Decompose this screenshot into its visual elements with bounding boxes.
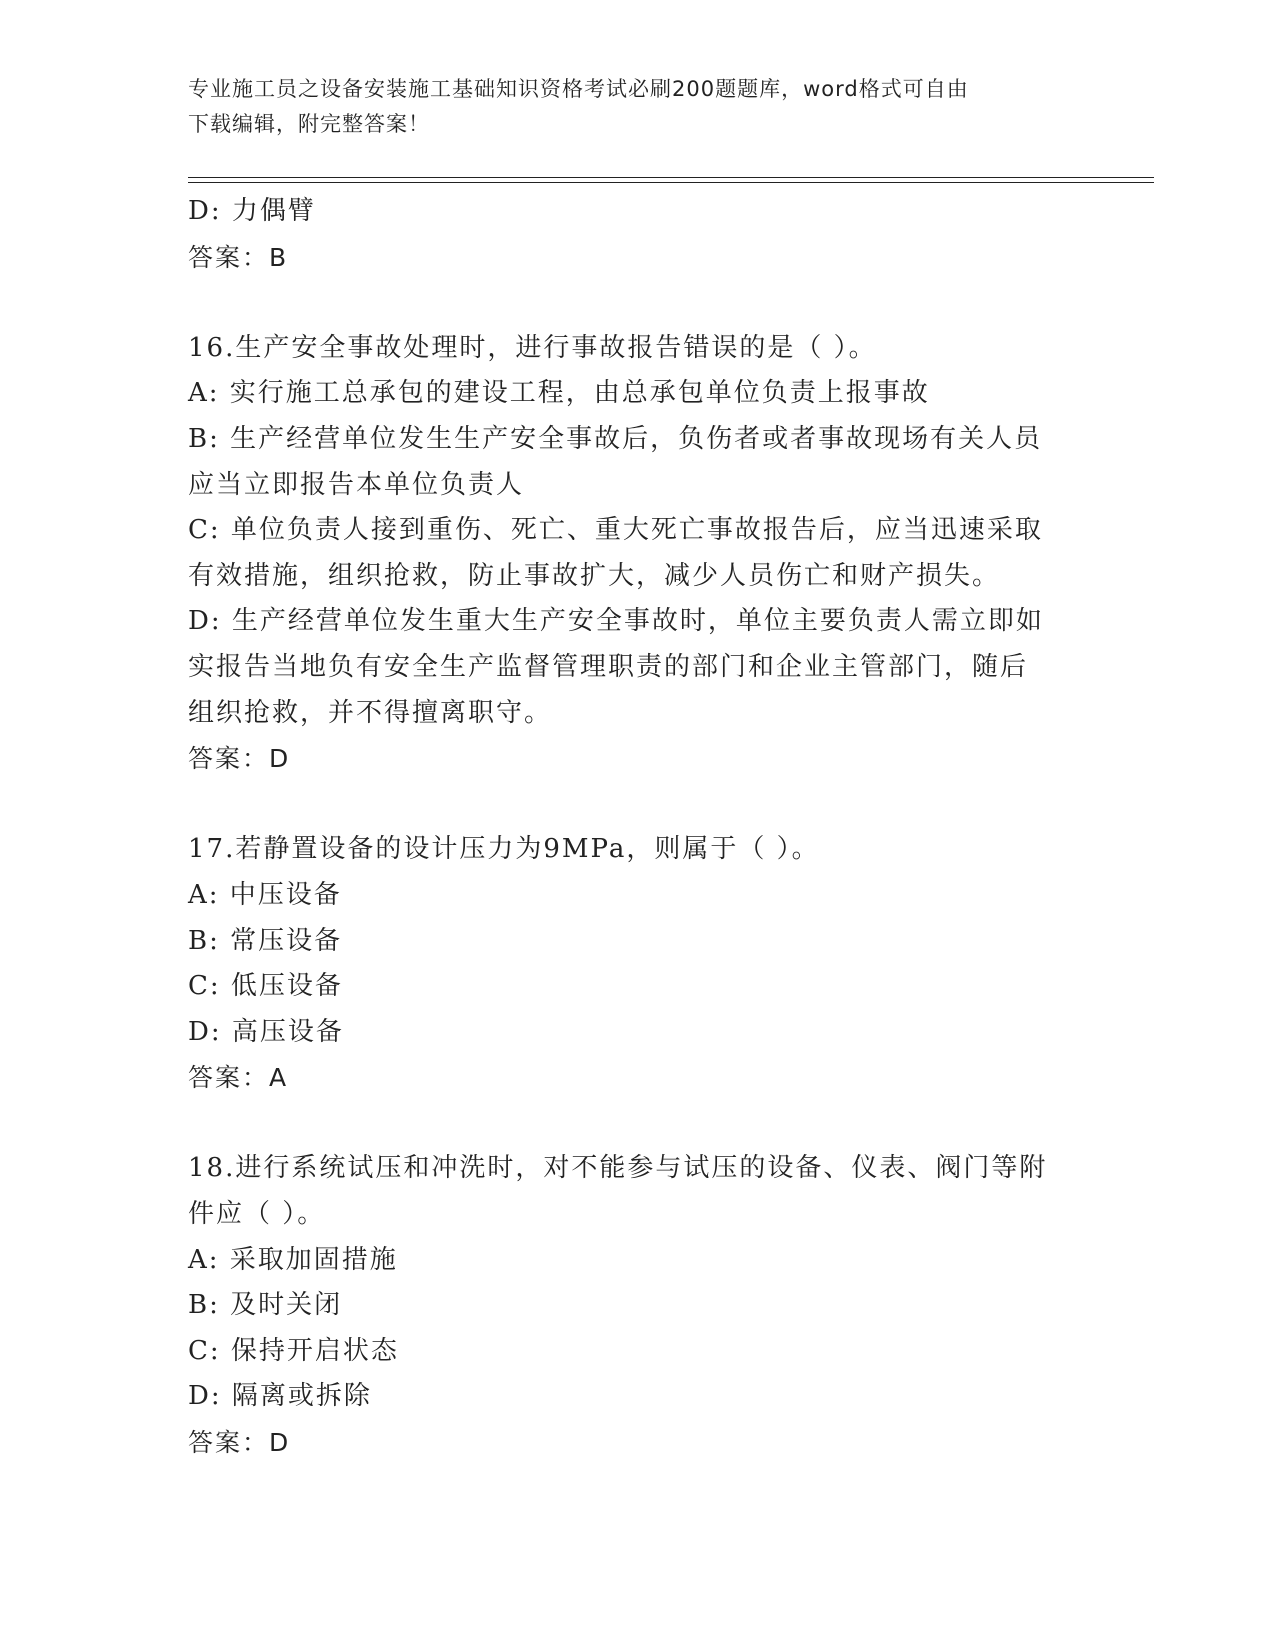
document-header <box>188 72 1088 142</box>
question-stem: 16.生产安全事故处理时，进行事故报告错误的是（ ）。 <box>188 332 877 363</box>
option-b: B: 及时关闭 <box>188 1290 343 1321</box>
option-b: B: 常压设备 <box>188 925 343 956</box>
question-answer: 答案：D <box>188 1428 291 1458</box>
option-a: A: 中压设备 <box>188 879 342 910</box>
option-a: A: 实行施工总承包的建设工程，由总承包单位负责上报事故 <box>188 378 930 409</box>
header-divider-bottom <box>188 182 1154 183</box>
option-c: C: 低压设备 <box>188 971 343 1002</box>
question-stem-line-1: 18.进行系统试压和冲洗时，对不能参与试压的设备、仪表、阀门等附 <box>188 1153 1048 1184</box>
document-body <box>188 189 1088 1466</box>
question-stem: 17.若静置设备的设计压力为9MPa，则属于（ ）。 <box>188 834 820 865</box>
question-stem-line-2: 件应（ ）。 <box>188 1199 326 1230</box>
option-b-line-2: 应当立即报告本单位负责人 <box>188 469 525 500</box>
question-17 <box>188 827 1088 1101</box>
question-16 <box>188 326 1088 782</box>
option-d-line-3: 组织抢救，并不得擅离职守。 <box>188 697 553 728</box>
question-answer: 答案：A <box>188 1063 289 1093</box>
option-c: C: 保持开启状态 <box>188 1335 399 1366</box>
prev-question-answer: 答案：B <box>188 242 289 272</box>
spacer <box>188 1101 1088 1147</box>
header-title-line-2: 下载编辑，附完整答案！ <box>188 112 430 136</box>
question-answer: 答案：D <box>188 744 291 774</box>
header-divider-top <box>188 177 1154 178</box>
option-d: D: 高压设备 <box>188 1016 344 1047</box>
prev-question-option-d: D: 力偶臂 <box>188 196 316 226</box>
option-d: D: 隔离或拆除 <box>188 1381 372 1412</box>
option-c-line-1: C: 单位负责人接到重伤、死亡、重大死亡事故报告后，应当迅速采取 <box>188 515 1043 546</box>
spacer <box>188 782 1088 828</box>
option-d-line-2: 实报告当地负有安全生产监督管理职责的部门和企业主管部门，随后 <box>188 651 1029 682</box>
spacer <box>188 280 1088 326</box>
option-a: A: 采取加固措施 <box>188 1244 398 1275</box>
option-c-line-2: 有效措施，组织抢救，防止事故扩大，减少人员伤亡和财产损失。 <box>188 560 1001 591</box>
header-title-line-1: 专业施工员之设备安装施工基础知识资格考试必刷200题题库，word格式可自由 <box>188 77 969 101</box>
option-b-line-1: B: 生产经营单位发生生产安全事故后，负伤者或者事故现场有关人员 <box>188 423 1043 454</box>
question-18 <box>188 1146 1088 1465</box>
option-d-line-1: D: 生产经营单位发生重大生产安全事故时，单位主要负责人需立即如 <box>188 606 1044 637</box>
